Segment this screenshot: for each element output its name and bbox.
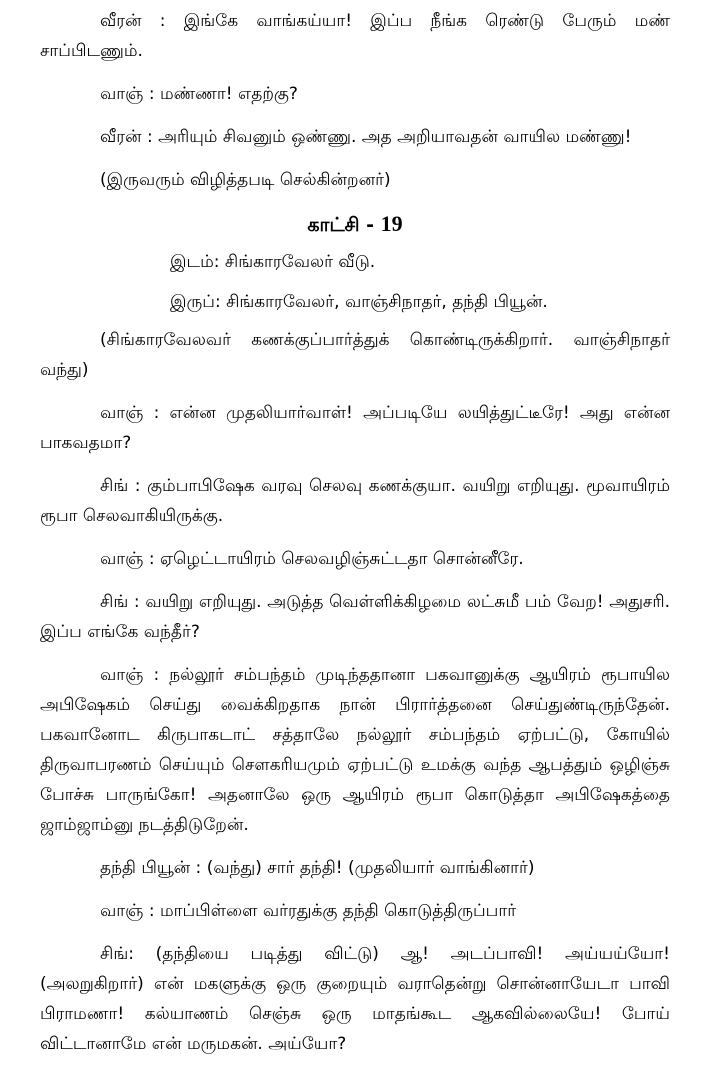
dialogue-paragraph: வாஞ் : மாப்பிள்ளை வர்ரதுக்கு தந்தி கொடுத்திருப்பார் bbox=[100, 901, 517, 921]
dialogue-paragraph: வாஞ் : மண்ணா! எதற்கு? bbox=[100, 84, 298, 104]
dialogue-paragraph: வாஞ் : என்ன முதலியார்வாள்! அப்படியே லயித்துட்டீரே! அது என்ன பாகவதமா? bbox=[40, 403, 670, 453]
document-page bbox=[40, 6, 670, 1072]
dialogue-paragraph: சிங் : வயிறு எறியுது. அடுத்த வெள்ளிக்கிழமை லட்சுமீ பம் வேற! அதுசரி. இப்ப எங்கே வந்தீர்? bbox=[40, 592, 670, 642]
scene-place: இடம்: சிங்காரவேலர் வீடு. bbox=[170, 252, 376, 272]
scene-label: காட்சி - bbox=[307, 214, 374, 236]
dialogue-paragraph: வீரன் : இங்கே வாங்கய்யா! இப்ப நீங்க ரெண்டு பேரும் மண் சாப்பிடணும். bbox=[40, 11, 670, 61]
dialogue-paragraph: சிங் : கும்பாபிஷேக வரவு செலவு கணக்குயா. வயிறு எறியுது. மூவாயிரம் ரூபா செலவாகியிருக்கு. bbox=[40, 476, 670, 526]
stage-direction: (சிங்காரவேலவர் கணக்குப்பார்த்துக் கொண்டிருக்கிறார். வாஞ்சிநாதர் வந்து) bbox=[40, 330, 670, 380]
scene-heading bbox=[40, 208, 670, 241]
dialogue-paragraph: சிங்: (தந்தியை படித்து விட்டு) ஆ! அடப்பாவி! அய்யய்யோ! (அலறுகிறார்) என் மகளுக்கு ஒரு குறையும் வராதென்று சொன்னாயேடா பாவி பிராமணா! கல்யாணம் செஞ்சு ஒரு மாதங்கூட ஆகவில்லையே! போய் விட்டானாமே என் மருமகன். அய்யோ? bbox=[40, 944, 670, 1054]
scene-number: 19 bbox=[380, 211, 403, 236]
stage-direction: (இருவரும் விழித்தபடி செல்கின்றனர்) bbox=[100, 170, 391, 190]
scene-characters: இருப்: சிங்காரவேலர், வாஞ்சிநாதர், தந்தி பியூன். bbox=[170, 292, 548, 312]
dialogue-paragraph: வாஞ் : ஏழெட்டாயிரம் செலவழிஞ்சுட்டதா சொன்னீரே. bbox=[100, 549, 524, 569]
dialogue-paragraph: தந்தி பியூன் : (வந்து) சார் தந்தி! (முதலியார் வாங்கினார்) bbox=[100, 858, 535, 878]
dialogue-paragraph: வீரன் : அரியும் சிவனும் ஒண்ணு. அத அறியாவதன் வாயில மண்ணு! bbox=[100, 127, 632, 147]
dialogue-paragraph: வாஞ் : நல்லூர் சம்பந்தம் முடிந்ததானா பகவானுக்கு ஆயிரம் ரூபாயில அபிஷேகம் செய்து வைக்கிறதாக நான் பிரார்த்தனை செய்துண்டிருந்தேன். பகவானோட கிருபாகடாட் சத்தாலே நல்லூர் சம்பந்தம் ஏற்பட்டு, கோயில் திருவாபரணம் செய்யும் சௌகரியமும் ஏற்பட்டு உமக்கு வந்த ஆபத்தும் ஒழிஞ்சு போச்சு பாருங்கோ! அதனாலே ஒரு ஆயிரம் ரூபா கொடுத்தா அபிஷேகத்தை ஜாம்ஜாம்னு நடத்திடுறேன். bbox=[40, 665, 670, 835]
